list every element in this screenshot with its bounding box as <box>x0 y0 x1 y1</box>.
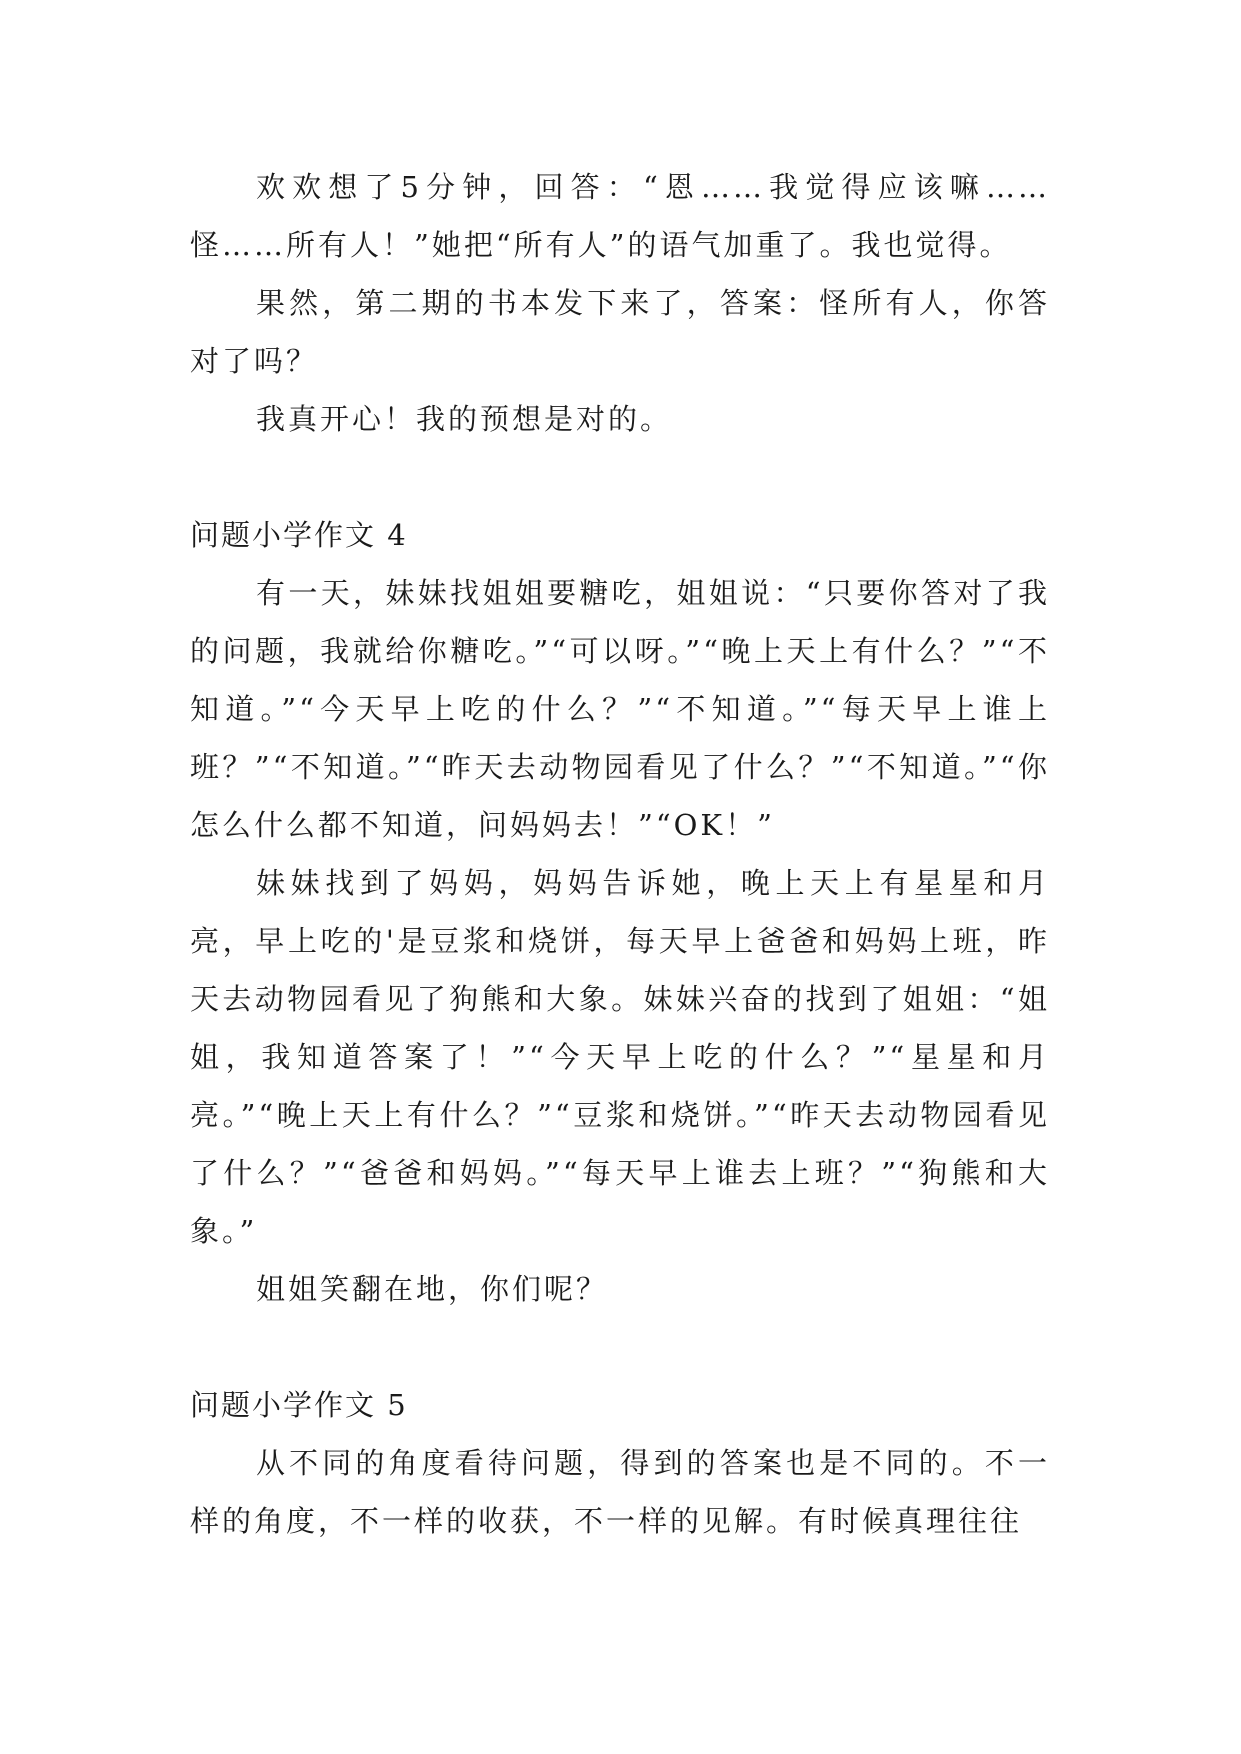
paragraph: 有一天，妹妹找姐姐要糖吃，姐姐说：“只要你答对了我的问题，我就给你糖吃。”“可以呀。”“晚上天上有什么？”“不知道。”“今天早上吃的什么？”“不知道。”“每天早上谁上班？”“不知道。”“昨天去动物园看见了什么？”“不知道。”“你怎么什么都不知道，问妈妈去！”“OK！” <box>190 576 1050 842</box>
section-title-4: 问题小学作文 4 <box>190 518 408 552</box>
section-spacer <box>190 448 1050 506</box>
document-body <box>190 158 1050 1550</box>
paragraph: 从不同的角度看待问题，得到的答案也是不同的。不一样的角度，不一样的收获，不一样的见解。有时候真理往往 <box>190 1446 1050 1538</box>
paragraph: 妹妹找到了妈妈，妈妈告诉她，晚上天上有星星和月亮，早上吃的'是豆浆和烧饼，每天早上爸爸和妈妈上班，昨天去动物园看见了狗熊和大象。妹妹兴奋的找到了姐姐：“姐姐，我知道答案了！”“今天早上吃的什么？”“星星和月亮。”“晚上天上有什么？”“豆浆和烧饼。”“昨天去动物园看见了什么？”“爸爸和妈妈。”“每天早上谁去上班？”“狗熊和大象。” <box>190 866 1050 1248</box>
paragraph: 我真开心！我的预想是对的。 <box>256 402 673 436</box>
section-title-5: 问题小学作文 5 <box>190 1388 408 1422</box>
paragraph: 姐姐笑翻在地，你们呢？ <box>256 1272 609 1306</box>
section-spacer <box>190 1318 1050 1376</box>
paragraph: 果然，第二期的书本发下来了，答案：怪所有人，你答对了吗？ <box>190 286 1050 378</box>
paragraph: 欢欢想了5分钟，回答：“恩……我觉得应该嘛……怪……所有人！”她把“所有人”的语气加重了。我也觉得。 <box>190 170 1050 262</box>
